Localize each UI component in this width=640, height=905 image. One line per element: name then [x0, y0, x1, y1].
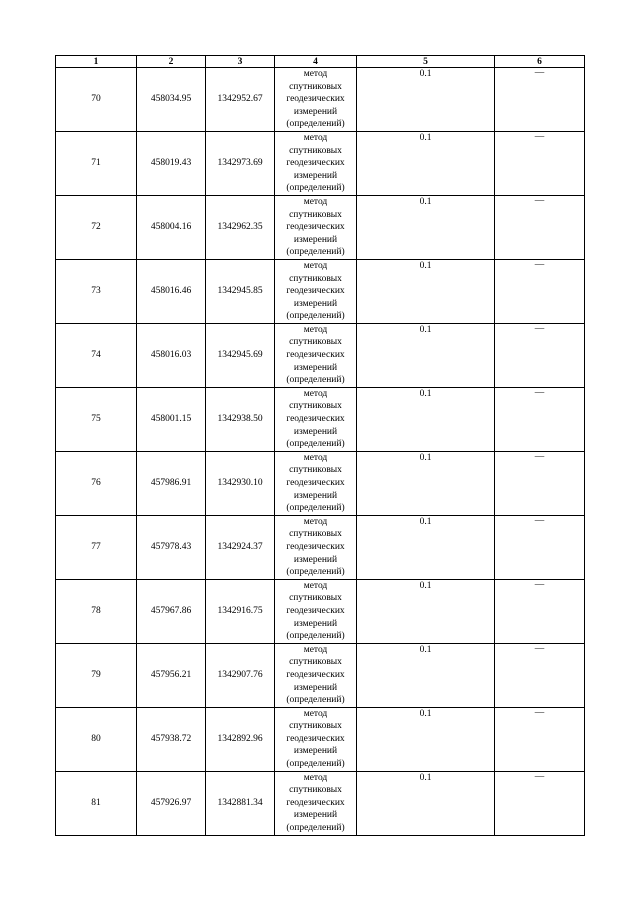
table-row: [56, 707, 585, 771]
table-row: [56, 387, 585, 451]
header-col-5: 5: [357, 56, 495, 68]
method-cell: метод спутниковых геодезических измерений (определений): [275, 131, 357, 195]
accuracy-cell: 0.1: [357, 323, 495, 387]
x-coordinate-cell: 458034.95: [137, 68, 206, 132]
x-coordinate-cell: 457967.86: [137, 579, 206, 643]
x-coordinate-cell: 457986.91: [137, 451, 206, 515]
x-coordinate-cell: 457938.72: [137, 707, 206, 771]
point-number-cell: 81: [56, 771, 137, 835]
point-number-cell: 70: [56, 68, 137, 132]
method-cell: метод спутниковых геодезических измерений (определений): [275, 451, 357, 515]
header-col-4: 4: [275, 56, 357, 68]
point-number-cell: 77: [56, 515, 137, 579]
accuracy-cell: 0.1: [357, 579, 495, 643]
y-coordinate-cell: 1342881.34: [206, 771, 275, 835]
y-coordinate-cell: 1342924.37: [206, 515, 275, 579]
coordinates-table: [55, 55, 585, 836]
y-coordinate-cell: 1342892.96: [206, 707, 275, 771]
note-cell: —: [495, 579, 585, 643]
header-col-2: 2: [137, 56, 206, 68]
x-coordinate-cell: 457978.43: [137, 515, 206, 579]
table-row: [56, 579, 585, 643]
header-col-1: 1: [56, 56, 137, 68]
x-coordinate-cell: 458019.43: [137, 131, 206, 195]
accuracy-cell: 0.1: [357, 707, 495, 771]
x-coordinate-cell: 458016.03: [137, 323, 206, 387]
point-number-cell: 79: [56, 643, 137, 707]
y-coordinate-cell: 1342916.75: [206, 579, 275, 643]
accuracy-cell: 0.1: [357, 195, 495, 259]
y-coordinate-cell: 1342945.85: [206, 259, 275, 323]
x-coordinate-cell: 457926.97: [137, 771, 206, 835]
point-number-cell: 76: [56, 451, 137, 515]
note-cell: —: [495, 131, 585, 195]
accuracy-cell: 0.1: [357, 131, 495, 195]
x-coordinate-cell: 458016.46: [137, 259, 206, 323]
table-row: [56, 259, 585, 323]
accuracy-cell: 0.1: [357, 259, 495, 323]
x-coordinate-cell: 458001.15: [137, 387, 206, 451]
header-col-3: 3: [206, 56, 275, 68]
method-cell: метод спутниковых геодезических измерений (определений): [275, 259, 357, 323]
method-cell: метод спутниковых геодезических измерений (определений): [275, 771, 357, 835]
y-coordinate-cell: 1342938.50: [206, 387, 275, 451]
method-cell: метод спутниковых геодезических измерений (определений): [275, 515, 357, 579]
table-header: [56, 56, 585, 68]
header-col-6: 6: [495, 56, 585, 68]
method-cell: метод спутниковых геодезических измерений (определений): [275, 195, 357, 259]
table-row: [56, 195, 585, 259]
table-row: [56, 131, 585, 195]
method-cell: метод спутниковых геодезических измерений (определений): [275, 579, 357, 643]
accuracy-cell: 0.1: [357, 68, 495, 132]
table-row: [56, 771, 585, 835]
table-row: [56, 451, 585, 515]
note-cell: —: [495, 323, 585, 387]
method-cell: метод спутниковых геодезических измерений (определений): [275, 68, 357, 132]
note-cell: —: [495, 771, 585, 835]
table-row: [56, 68, 585, 132]
note-cell: —: [495, 68, 585, 132]
point-number-cell: 73: [56, 259, 137, 323]
y-coordinate-cell: 1342930.10: [206, 451, 275, 515]
y-coordinate-cell: 1342945.69: [206, 323, 275, 387]
table-body: [56, 68, 585, 836]
y-coordinate-cell: 1342952.67: [206, 68, 275, 132]
point-number-cell: 72: [56, 195, 137, 259]
accuracy-cell: 0.1: [357, 515, 495, 579]
note-cell: —: [495, 707, 585, 771]
note-cell: —: [495, 643, 585, 707]
method-cell: метод спутниковых геодезических измерений (определений): [275, 323, 357, 387]
method-cell: метод спутниковых геодезических измерений (определений): [275, 707, 357, 771]
accuracy-cell: 0.1: [357, 451, 495, 515]
point-number-cell: 75: [56, 387, 137, 451]
y-coordinate-cell: 1342973.69: [206, 131, 275, 195]
table-row: [56, 515, 585, 579]
table-row: [56, 643, 585, 707]
note-cell: —: [495, 451, 585, 515]
point-number-cell: 78: [56, 579, 137, 643]
x-coordinate-cell: 458004.16: [137, 195, 206, 259]
note-cell: —: [495, 259, 585, 323]
accuracy-cell: 0.1: [357, 771, 495, 835]
accuracy-cell: 0.1: [357, 387, 495, 451]
y-coordinate-cell: 1342962.35: [206, 195, 275, 259]
y-coordinate-cell: 1342907.76: [206, 643, 275, 707]
method-cell: метод спутниковых геодезических измерений (определений): [275, 387, 357, 451]
x-coordinate-cell: 457956.21: [137, 643, 206, 707]
method-cell: метод спутниковых геодезических измерений (определений): [275, 643, 357, 707]
header-row: [56, 56, 585, 68]
note-cell: —: [495, 387, 585, 451]
accuracy-cell: 0.1: [357, 643, 495, 707]
point-number-cell: 80: [56, 707, 137, 771]
note-cell: —: [495, 195, 585, 259]
note-cell: —: [495, 515, 585, 579]
point-number-cell: 71: [56, 131, 137, 195]
table-row: [56, 323, 585, 387]
point-number-cell: 74: [56, 323, 137, 387]
